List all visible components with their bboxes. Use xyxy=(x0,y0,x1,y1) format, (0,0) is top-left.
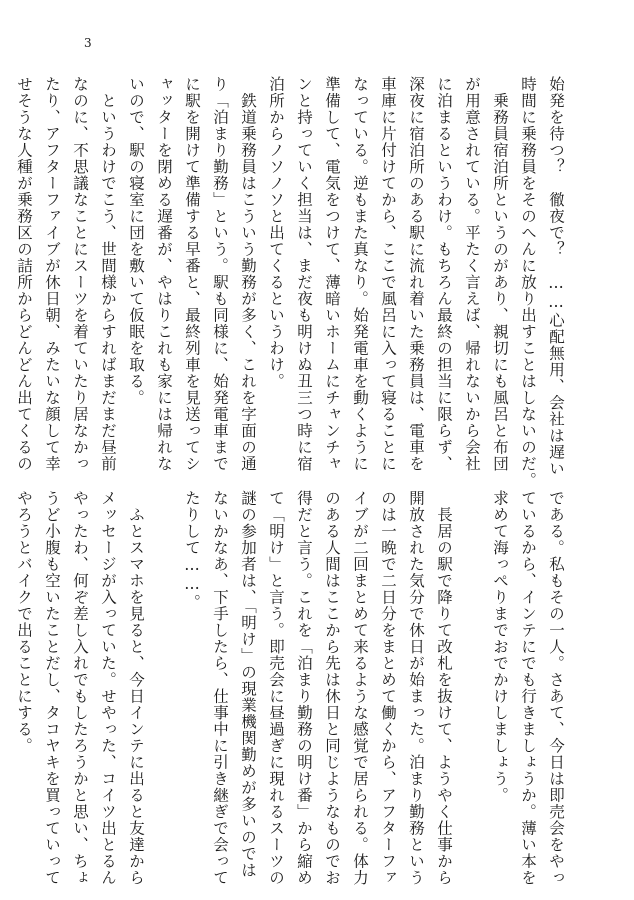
text-line: やろうとバイクで出ることにする。 xyxy=(15,490,33,754)
text-line: 得だと言う。これを「泊まり勤務の明け番」から縮め xyxy=(295,490,313,886)
text-line: 長居の駅で降りて改札を抜けて、ようやく仕事から xyxy=(435,490,453,886)
text-line: り「泊まり勤務」という。駅も同様に、始発電車まで xyxy=(211,76,229,472)
text-line: 準備して、電気をつけて、薄暗いホームにチャンチャ xyxy=(323,76,341,472)
text-line: メッセージが入っていた。せやった、コイツ出とるん xyxy=(99,490,117,886)
text-line: たり、アフターファイブが休日朝、みたいな顔して幸 xyxy=(43,76,61,472)
text-line: なっている。逆もまた真なり。始発電車を動くように xyxy=(351,76,369,472)
text-line: 泊所からノソノソと出てくるというわけ。 xyxy=(267,76,285,390)
text-line: というわけでこう、世間様からすればまだまだ昼前 xyxy=(99,76,117,472)
text-line: ンと持っていく担当は、まだ夜も明けぬ丑三つ時に宿 xyxy=(295,76,313,472)
text-line: イブが二回まとめて来るような感覚で居られる。体力 xyxy=(351,490,369,886)
text-line: 深夜に宿泊所のある駅に流れ着いた乗務員は、電車を xyxy=(407,76,425,472)
page-number: 3 xyxy=(84,36,92,50)
text-line: 開放された気分で休日が始まった。泊まり勤務という xyxy=(407,490,425,886)
blank-line xyxy=(150,490,178,854)
text-line: やったわ、何ぞ差し入れでもしたろうかと思い、ちょ xyxy=(71,490,89,886)
text-line: 謎の参加者は、「明け」の現業機関勤めが多いのでは xyxy=(239,490,257,879)
text-line: 乗務員宿泊所というのがあり、親切にも風呂と布団 xyxy=(491,76,509,472)
text-line: ないかなあ、下手したら、仕事中に引き継ぎで会って xyxy=(211,490,229,886)
text-line: 求めて海っぺりまでおでかけしましょう。 xyxy=(491,490,509,804)
top-text-block xyxy=(15,76,570,489)
text-line: 車庫に片付けてから、ここで風呂に入って寝ることに xyxy=(379,76,397,472)
text-line: たりして……。 xyxy=(183,490,201,611)
text-line: 始発を待つ？ 徹夜で？ ……心配無用、会社は遅い xyxy=(547,76,565,477)
text-line: て「明け」と言う。即売会に昼過ぎに現れるスーツの xyxy=(267,490,285,886)
text-line: ャッターを閉める遅番が、やはりこれも家には帰れな xyxy=(155,76,173,472)
text-line: が用意されている。平たく言えば、帰れないから会社 xyxy=(463,76,481,472)
text-line: に泊まるというわけ。もちろん最終の担当に限らず、 xyxy=(435,76,453,472)
text-line: なのに、不思議なことにスーツを着ていたり居なかっ xyxy=(71,76,89,472)
text-line: である。私もその一人。さあて、今日は即売会をやっ xyxy=(547,490,565,886)
text-line: ふとスマホを見ると、今日インテに出ると友達から xyxy=(127,490,145,886)
text-line: に駅を開けて準備する早番と、最終列車を見送ってシ xyxy=(183,76,201,472)
text-line: いので、駅の寝室に団を敷いて仮眠を取る。 xyxy=(127,76,145,406)
text-line: のは一晩で二日分をまとめて働くから、アフターファ xyxy=(379,490,397,886)
text-line: せそうな人種が乗務区の詰所からどんどん出てくるの xyxy=(15,76,33,472)
text-line: うど小腹も空いたことだし、タコヤキを買っていって xyxy=(43,490,61,886)
blank-line xyxy=(458,490,486,854)
text-line: 鉄道乗務員はこういう勤務が多く、これを字面の通 xyxy=(239,76,257,472)
bottom-text-block xyxy=(15,490,570,886)
text-line: 時間に乗務員をそのへんに放り出すことはしないのだ。 xyxy=(519,76,537,489)
text-line: のある人間はここから先は休日と同じようなものでお xyxy=(323,490,341,886)
text-line: ているから、インテにでも行きましょうか。薄い本を xyxy=(519,490,537,886)
